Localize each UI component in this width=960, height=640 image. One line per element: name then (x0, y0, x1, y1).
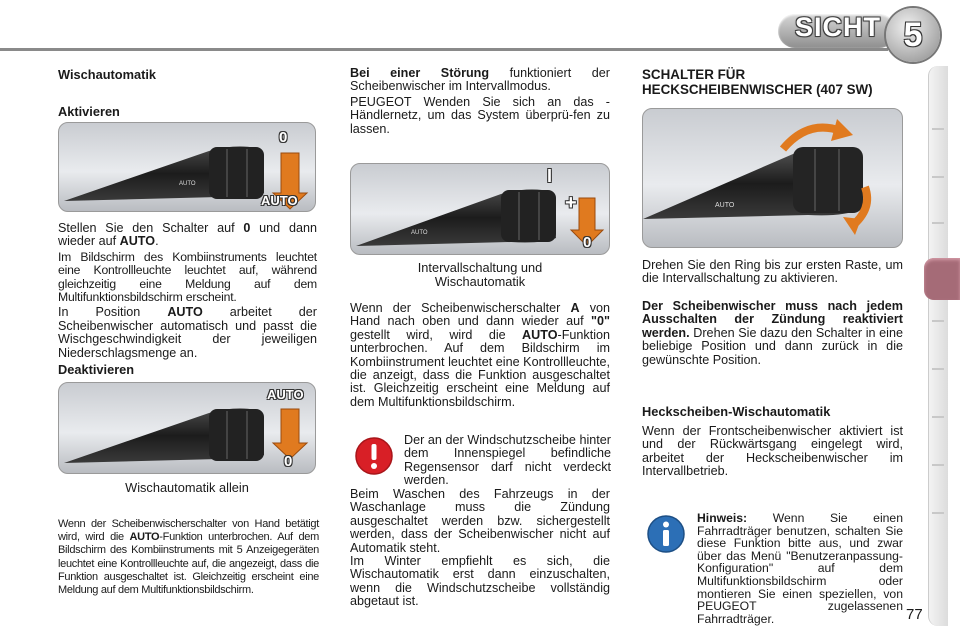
rear-switch-title: SCHALTER FÜR HECKSCHEIBENWISCHER (407 SW) (642, 67, 873, 97)
label-one: I (547, 166, 553, 186)
tab-divider (932, 512, 944, 514)
tab-divider (932, 416, 944, 418)
tab-divider (932, 320, 944, 322)
chapter-number: 5 (903, 16, 923, 54)
caption-intervallschaltung: Intervallschaltung und Wischautomatik (417, 260, 543, 289)
chapter-tab-rail (928, 66, 948, 626)
note-paragraph: Wenn der Scheibenwischerschalter von Hand betätigt wird, wird die AUTO-Funktion unterbrochen. Auf dem Bildschirm des Kombiinstruments mit 5 Anzeigegeräten leuchtet eine Kontrollleuchte auf, die angezeigt, dass die Funktion ausgeschaltet ist. Gleichzeitig erscheint eine Meldung auf dem Multifunktionsbildschirm. (58, 518, 319, 597)
chapter-title: SICHT (795, 12, 881, 42)
svg-text:AUTO: AUTO (179, 181, 196, 187)
activate-paragraph: Stellen Sie den Schalter auf 0 und dann wieder auf AUTO. Im Bildschirm des Kombiinstruments leuchtet eine Kontrollleuchte leuchtet auf, während gleichzeitig eine Meldung auf dem Multifunktionsbildschirm erscheint. In Position AUTO arbeitet der Scheibenwischer automatisch und passt die Wischgeschwindigkeit der jeweiligen Niederschlagsmenge an. (58, 221, 317, 360)
rear-paragraph: Wenn der Frontscheibenwischer aktiviert ist und der Rückwärtsgang eingelegt wird, arbeitet der Heckscheibenwischer im Intervallbetrieb. (642, 424, 903, 479)
caption-wischautomatik-allein: Wischautomatik allein (125, 480, 249, 495)
fault-paragraph: Bei einer Störung funktioniert der Scheibenwischer im Intervallmodus. PEUGEOT Wenden Sie sich an das -Händlernetz, um das System überprü-fen zu lassen. (350, 66, 610, 136)
svg-text:AUTO: AUTO (411, 230, 428, 236)
tab-divider (932, 176, 944, 178)
heading-heckscheiben-wischautomatik: Heckscheiben-Wischautomatik (642, 404, 831, 419)
stalk-photo-rear (642, 108, 903, 248)
tab-divider (932, 128, 944, 130)
page-number: 77 (906, 606, 923, 623)
label-auto: AUTO (261, 193, 298, 208)
warning-paragraph: Der an der Windschutzscheibe hinter dem Innenspiegel befindliche Regensensor darf nicht verdeckt werden. (404, 433, 611, 488)
stalk-photo-deactivate (58, 382, 316, 474)
tab-divider (932, 368, 944, 370)
label-zero: 0 (583, 234, 592, 251)
heading-aktivieren: Aktivieren (58, 104, 120, 119)
wash-paragraph: Beim Waschen des Fahrzeugs in der Waschanlage muss die Zündung ausgeschaltet werden bzw. sichergestellt werden, dass der Scheibenwischer nicht auf Automatik steht. (350, 487, 610, 555)
warning-icon (354, 436, 394, 481)
winter-paragraph: Im Winter empfiehlt es sich, die Wischautomatik erst dann einzuschalten, wenn die Windschutzscheibe vollständig abgetaut ist. (350, 554, 610, 609)
header-rule (0, 48, 888, 51)
hint-paragraph: Hinweis: Wenn Sie einen Fahrradträger benutzen, schalten Sie diese Funktion bitte aus, und zwar über das Menü "Benutzeranpassung- Konfiguration" auf dem Multifunktionsbildschirm oder montieren Sie einen speziellen, von PEUGEOT zugelassenen Fahrradträger. (697, 511, 903, 626)
tab-divider (932, 464, 944, 466)
turn-paragraph: Drehen Sie den Ring bis zur ersten Raste, um die Intervallschaltung zu aktivieren. (642, 258, 903, 286)
label-zero: 0 (284, 453, 293, 470)
stalk-photo-activate (58, 122, 316, 212)
svg-text:AUTO: AUTO (715, 202, 735, 209)
page-header (0, 0, 960, 58)
label-auto: AUTO (267, 387, 304, 402)
tab-divider (932, 222, 944, 224)
reactivate-paragraph: Der Scheibenwischer muss nach jedem Ausschalten der Zündung reaktiviert werden. Drehen Sie dazu den Schalter in eine beliebige Position und dann zurück in die gewünschte Position. (642, 299, 903, 367)
section-title-wischautomatik: Wischautomatik (58, 67, 157, 82)
label-plus: + (565, 192, 577, 214)
chapter-tab-active[interactable] (924, 258, 960, 300)
rear-wiper-stalk-illustration (643, 109, 903, 248)
switch-paragraph: Wenn der Scheibenwischerschalter A von Hand nach oben und dann wieder auf "0" gestellt wird, wird die AUTO-Funktion unterbrochen. Auf dem Bildschirm im Kombiinstrument leuchtet eine Kontrollleuchte, die anzeigt, dass die Funktion ausgeschaltet ist. Gleichzeitig erscheint eine Meldung auf dem Multifunktionsbildschirm. (350, 301, 610, 409)
stalk-photo-interval (350, 163, 610, 255)
heading-deaktivieren: Deaktivieren (58, 362, 135, 377)
label-zero: 0 (279, 129, 288, 146)
